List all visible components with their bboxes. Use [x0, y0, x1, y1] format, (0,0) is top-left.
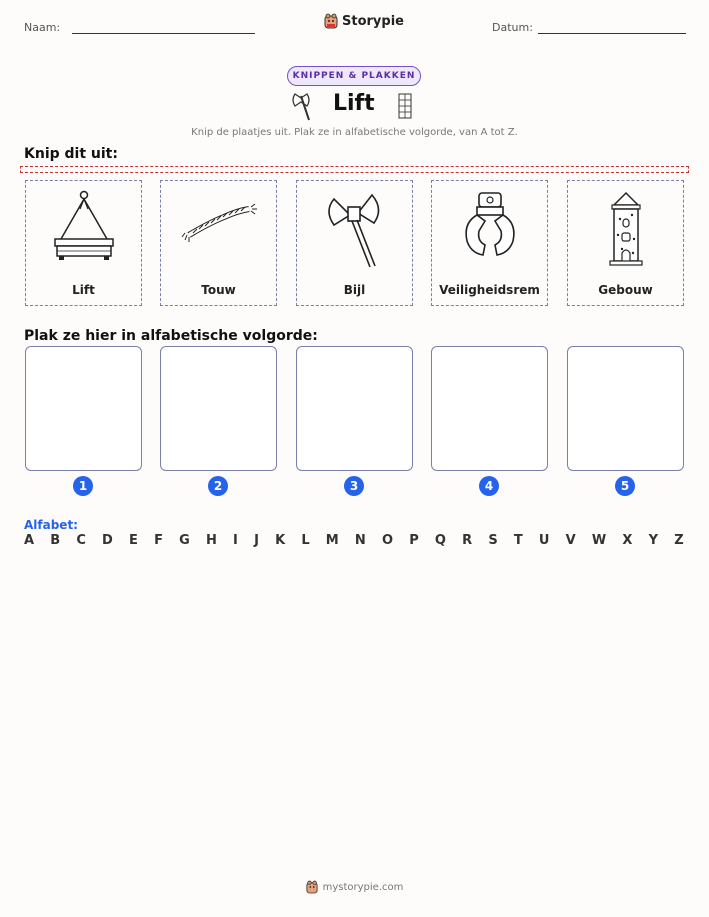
name-label: Naam:: [24, 21, 61, 34]
alphabet-letter: G: [179, 533, 190, 548]
axe-icon: [320, 189, 390, 269]
footer: [0, 880, 709, 894]
cut-card-bijl[interactable]: [296, 180, 413, 306]
alphabet-letter: L: [301, 533, 310, 548]
building-icon: [396, 92, 414, 120]
card-label: Gebouw: [598, 283, 653, 297]
page-title: Lift: [333, 91, 375, 116]
cut-line[interactable]: [20, 166, 689, 173]
lift-icon: [49, 189, 119, 269]
alphabet-heading: Alfabet:: [24, 518, 78, 532]
cut-card-gebouw[interactable]: [567, 180, 684, 306]
alphabet-letter: K: [275, 533, 286, 548]
slot-number: 1: [73, 476, 93, 496]
footer-link[interactable]: mystorypie.com: [322, 881, 404, 893]
alphabet-letter: Q: [434, 533, 446, 548]
alphabet-letter: Z: [674, 533, 684, 548]
alphabet-letter: C: [76, 533, 86, 548]
storypie-mascot-icon: [324, 13, 338, 29]
category-badge: KNIPPEN & PLAKKEN: [287, 66, 421, 86]
paste-slot-4[interactable]: [431, 346, 548, 471]
alphabet-letter: P: [409, 533, 419, 548]
card-label: Touw: [201, 283, 236, 297]
card-label: Lift: [72, 283, 95, 297]
alphabet-letter: W: [591, 533, 607, 548]
paste-slot-2[interactable]: [160, 346, 277, 471]
rope-icon: [179, 189, 259, 269]
cut-card-veiligheidsrem[interactable]: [431, 180, 548, 306]
cut-card-touw[interactable]: [160, 180, 277, 306]
alphabet-letter: I: [233, 533, 238, 548]
brand-logo: [324, 13, 404, 29]
alphabet-letter: H: [205, 533, 217, 548]
slot-number: 5: [615, 476, 635, 496]
alphabet-letter: S: [488, 533, 498, 548]
slot-number: 2: [208, 476, 228, 496]
alphabet-letter: R: [462, 533, 473, 548]
alphabet-letter: U: [538, 533, 550, 548]
instructions: Knip de plaatjes uit. Plak ze in alfabetische volgorde, van A tot Z.: [191, 127, 518, 138]
paste-heading: Plak ze hier in alfabetische volgorde:: [24, 328, 318, 344]
alphabet-letter: M: [325, 533, 339, 548]
card-label: Bijl: [343, 283, 366, 297]
alphabet-letter: T: [513, 533, 523, 548]
storypie-mascot-icon: [306, 880, 318, 894]
cut-heading: Knip dit uit:: [24, 146, 118, 162]
alphabet-letter: N: [354, 533, 366, 548]
slot-number: 4: [479, 476, 499, 496]
name-line[interactable]: [72, 33, 255, 34]
safety-brake-icon: [455, 189, 525, 269]
alphabet-letter: E: [129, 533, 138, 548]
alphabet-letter: V: [565, 533, 576, 548]
alphabet-letter: J: [254, 533, 259, 548]
alphabet-letter: Y: [648, 533, 659, 548]
alphabet-letter: F: [154, 533, 163, 548]
alphabet-letter: B: [50, 533, 61, 548]
slot-number: 3: [344, 476, 364, 496]
date-line[interactable]: [538, 33, 686, 34]
paste-slot-1[interactable]: [25, 346, 142, 471]
date-label: Datum:: [492, 21, 533, 34]
alphabet-row: [24, 533, 684, 548]
cut-card-lift[interactable]: [25, 180, 142, 306]
alphabet-letter: X: [622, 533, 633, 548]
axe-icon: [289, 90, 317, 122]
alphabet-letter: O: [381, 533, 394, 548]
brand-name: Storypie: [342, 13, 404, 29]
alphabet-letter: A: [24, 533, 35, 548]
paste-slot-5[interactable]: [567, 346, 684, 471]
alphabet-letter: D: [102, 533, 113, 548]
paste-slot-3[interactable]: [296, 346, 413, 471]
building-icon: [596, 189, 656, 269]
card-label: Veiligheidsrem: [439, 283, 540, 297]
